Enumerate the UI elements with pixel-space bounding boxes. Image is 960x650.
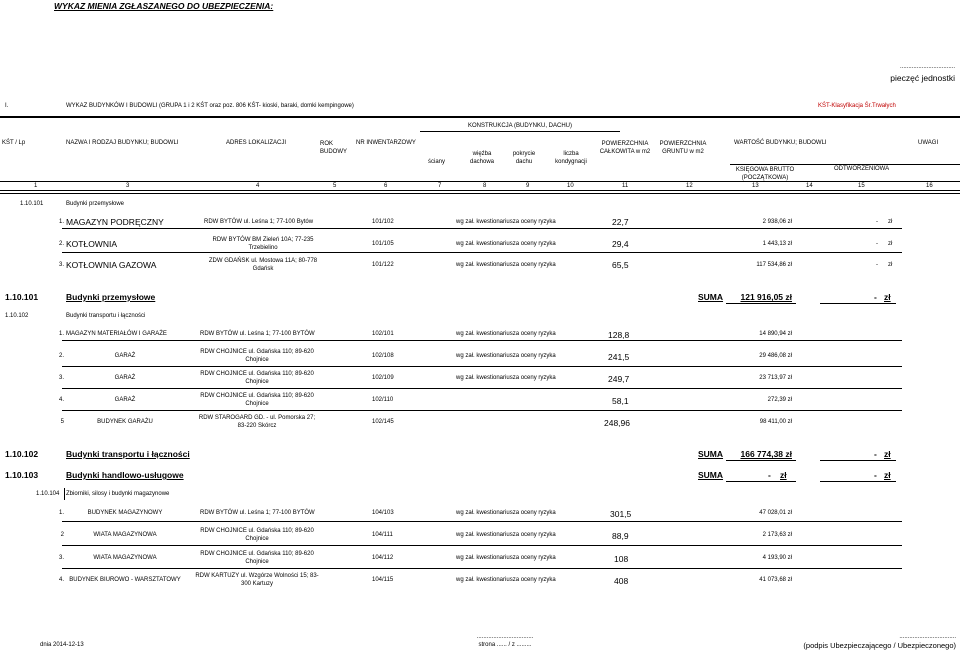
row-address: RDW BYTÓW ul. Leśna 1; 77-100 BYTÓW: [200, 510, 315, 516]
row-replacement-unit: zł: [888, 219, 893, 225]
row-address: RDW KARTUZY ul. Wzgórze Wolności 15; 83-300 Kartuzy: [195, 573, 319, 587]
row-name: WIATA MAGAZYNOWA: [93, 532, 157, 538]
row-note: wg zał. kwestionariusza oceny ryzyka: [456, 577, 556, 583]
summary-code: 1.10.102: [5, 449, 39, 459]
row-note: wg zał. kwestionariusza oceny ryzyka: [456, 510, 556, 516]
header-pokrycie: pokrycie dachu: [512, 151, 536, 165]
row-book-value: 41 073,68 zł: [759, 577, 792, 583]
group-name: Budynki transportu i łączności: [66, 313, 146, 319]
summary-total: -: [768, 470, 771, 480]
header-wiezba: więźba dachowa: [469, 151, 495, 165]
row-lp: 1.: [58, 331, 64, 337]
row-area: 65,5: [612, 260, 629, 270]
summary-unit: zł: [884, 292, 891, 302]
row-book-value: 117 534,86 zł: [756, 262, 792, 268]
row-name: WIATA MAGAZYNOWA: [93, 555, 157, 561]
row-replacement-value: -: [876, 262, 878, 268]
summary-name: Budynki handlowo-usługowe: [66, 470, 184, 480]
col-number: 5: [333, 183, 337, 189]
header-pow-calkowita: POWIERZCHNIA CAŁKOWITA w m2: [599, 141, 651, 155]
group-code: 1.10.102: [5, 313, 29, 319]
col-number: 13: [752, 183, 759, 189]
summary-total: 166 774,38 zł: [740, 449, 792, 459]
row-note: wg zał. kwestionariusza oceny ryzyka: [456, 331, 556, 337]
row-address: RDW BYTÓW ul. Leśna 1; 77-100 BYTÓW: [200, 331, 315, 337]
col-number: 12: [686, 183, 693, 189]
summary-code: 1.10.101: [5, 292, 39, 302]
header-liczba: liczba kondygnacji: [555, 151, 587, 165]
konstrukcja-divider: [420, 131, 620, 132]
summary-label: SUMA: [698, 292, 724, 302]
row-inventory-number: 104/111: [372, 532, 393, 538]
row-book-value: 2 173,63 zł: [762, 532, 792, 538]
section-name: WYKAZ BUDYNKÓW I BUDOWLI (GRUPA 1 i 2 KŚT oraz poz. 806 KŚT- kioski, baraki, domki kempingowe): [66, 103, 354, 109]
row-inventory-number: 102/110: [372, 397, 394, 403]
row-replacement-unit: zł: [888, 241, 893, 247]
classification-label: KŚT-Klasyfikacja Śr.Trwałych: [818, 103, 896, 109]
row-replacement-unit: zł: [888, 262, 893, 268]
row-name: BUDYNEK GARAŻU: [97, 419, 153, 425]
row-address: ZDW GDAŃSK ul. Mostowa 11A; 80-778 Gdańsk: [208, 258, 318, 272]
row-note: wg zał. kwestionariusza oceny ryzyka: [456, 353, 556, 359]
row-book-value: 23 713,97 zł: [759, 375, 792, 381]
col-number: 11: [622, 183, 629, 189]
col-number: 10: [567, 183, 574, 189]
header-adres: ADRES LOKALIZACJI: [226, 140, 287, 146]
row-note: wg zał. kwestionariusza oceny ryzyka: [456, 262, 556, 268]
header-ksiegowa: KSIĘGOWA BRUTTO (POCZĄTKOWA): [735, 167, 795, 181]
row-replacement-value: -: [876, 219, 878, 225]
row-name: KOTŁOWNIA GAZOWA: [66, 260, 157, 270]
row-area: 128,8: [608, 330, 630, 340]
footer-sign-dots: ..................................: [899, 634, 956, 640]
row-lp: 3.: [58, 262, 64, 268]
header-odtworzeniowa: ODTWORZENIOWA: [834, 166, 890, 172]
summary-code: 1.10.103: [5, 470, 39, 480]
summary-label: SUMA: [698, 449, 724, 459]
row-address: RDW CHOJNICE ul. Gdańska 110; 89-620 Chojnice: [200, 349, 314, 363]
header-rok: ROK BUDOWY: [320, 141, 347, 155]
row-inventory-number: 101/102: [372, 219, 394, 225]
col-number: 8: [483, 183, 487, 189]
row-area: 22,7: [612, 217, 629, 227]
row-lp: 4.: [58, 577, 64, 583]
group-name: Zbiorniki, silosy i budynki magazynowe: [66, 491, 170, 497]
row-book-value: 98 411,00 zł: [759, 419, 792, 425]
col-number: 7: [438, 183, 442, 189]
summary-unit: zł: [884, 470, 891, 480]
row-inventory-number: 104/112: [372, 555, 394, 561]
summary-unit: zł: [884, 449, 891, 459]
row-book-value: 1 443,13 zł: [762, 241, 792, 247]
row-inventory-number: 102/101: [372, 331, 394, 337]
konstrukcja-header: KONSTRUKCJA (BUDYNKU, DACHU): [467, 123, 572, 129]
summary-total-unit: zł: [780, 470, 787, 480]
row-area: 241,5: [608, 352, 630, 362]
header-nr: NR INWENTARZOWY: [356, 140, 416, 146]
row-lp: 5: [60, 419, 64, 425]
header-nazwa: NAZWA I RODZAJ BUDYNKU; BUDOWLI: [66, 140, 179, 146]
row-address: RDW BYTÓW BM Zieleń 10A; 77-235 Trzebielino: [212, 237, 314, 251]
row-name: GARAŻ: [114, 353, 136, 359]
row-lp: 4.: [58, 397, 64, 403]
row-name: MAGAZYN PODRĘCZNY: [66, 217, 164, 227]
row-lp: 1.: [58, 510, 64, 516]
row-note: wg zał. kwestionariusza oceny ryzyka: [456, 375, 556, 381]
footer-page-dots: ..................................: [476, 634, 534, 640]
stamp-dots: .................................: [899, 64, 955, 70]
row-book-value: 14 890,94 zł: [759, 331, 792, 337]
col-number: 6: [384, 183, 388, 189]
row-lp: 3.: [58, 375, 64, 381]
document-title: WYKAZ MIENIA ZGŁASZANEGO DO UBEZPIECZENIA:: [54, 1, 274, 11]
row-address: RDW STAROGARD GD. - ul. Pomorska 27; 83-220 Skórcz: [198, 415, 316, 429]
col-number: 15: [858, 183, 865, 189]
row-inventory-number: 102/108: [372, 353, 394, 359]
row-name: GARAŻ: [114, 375, 136, 381]
row-address: RDW CHOJNICE ul. Gdańska 110; 89-620 Chojnice: [200, 528, 314, 542]
row-address: RDW CHOJNICE ul. Gdańska 110; 89-620 Chojnice: [200, 551, 314, 565]
summary-name: Budynki przemysłowe: [66, 292, 156, 302]
row-replacement-value: -: [876, 241, 878, 247]
row-note: wg zał. kwestionariusza oceny ryzyka: [456, 555, 556, 561]
summary-total: 121 916,05 zł: [740, 292, 792, 302]
row-inventory-number: 102/145: [372, 419, 394, 425]
group-code: 1.10.101: [20, 201, 44, 207]
col-number: 1: [34, 183, 38, 189]
row-area: 408: [614, 576, 629, 586]
summary-replacement: -: [874, 470, 877, 480]
row-inventory-number: 104/103: [372, 510, 394, 516]
row-address: RDW CHOJNICE ul. Gdańska 110; 89-620 Chojnice: [200, 393, 314, 407]
row-book-value: 47 028,01 zł: [759, 510, 792, 516]
summary-label: SUMA: [698, 470, 724, 480]
summary-name: Budynki transportu i łączności: [66, 449, 190, 459]
col-number: 3: [126, 183, 130, 189]
row-name: BUDYNEK BIUROWO - WARSZTATOWY: [69, 577, 181, 583]
row-address: RDW BYTÓW ul. Leśna 1; 77-100 Bytów: [204, 219, 314, 225]
col-number: 4: [256, 183, 260, 189]
footer-date: dnia 2014-12-13: [40, 642, 84, 648]
col-number: 16: [926, 183, 933, 189]
header-uwagi: UWAGI: [918, 140, 939, 146]
row-book-value: 2 938,06 zł: [762, 219, 792, 225]
row-note: wg zał. kwestionariusza oceny ryzyka: [456, 532, 556, 538]
row-name: KOTŁOWNIA: [66, 239, 118, 249]
row-name: GARAŻ: [114, 397, 136, 403]
summary-replacement: -: [874, 449, 877, 459]
row-note: wg zał. kwestionariusza oceny ryzyka: [456, 241, 556, 247]
footer-page-label: strona ...... / z .........: [478, 642, 532, 648]
row-area: 248,96: [604, 418, 630, 428]
row-area: 301,5: [610, 509, 632, 519]
row-area: 249,7: [608, 374, 630, 384]
row-lp: 2.: [58, 241, 64, 247]
row-area: 88,9: [612, 531, 629, 541]
header-pow-gruntu: POWIERZCHNIA GRUNTU w m2: [659, 141, 707, 155]
row-name: BUDYNEK MAGAZYNOWY: [87, 510, 163, 516]
summary-replacement: -: [874, 292, 877, 302]
row-lp: 3.: [58, 555, 64, 561]
row-inventory-number: 101/122: [372, 262, 394, 268]
row-area: 29,4: [612, 239, 629, 249]
row-area: 58,1: [612, 396, 629, 406]
row-inventory-number: 102/109: [372, 375, 394, 381]
header-wartosc: WARTOŚĆ BUDYNKU; BUDOWLI: [734, 140, 827, 146]
row-inventory-number: 101/105: [372, 241, 394, 247]
col-number: 14: [806, 183, 813, 189]
section-roman: I.: [5, 103, 9, 109]
row-lp: 2: [60, 532, 64, 538]
row-area: 108: [614, 554, 629, 564]
row-note: wg zał. kwestionariusza oceny ryzyka: [456, 219, 556, 225]
col-number: 9: [526, 183, 530, 189]
row-book-value: 4 193,90 zł: [762, 555, 792, 561]
row-lp: 1.: [58, 219, 64, 225]
row-lp: 2.: [58, 353, 64, 359]
header-sciany: ściany: [428, 159, 446, 165]
group-name: Budynki przemysłowe: [66, 201, 125, 207]
header-kst: KŚT / Lp: [2, 140, 26, 146]
row-name: MAGAZYN MATERIAŁÓW I GARAŻE: [66, 331, 167, 337]
footer-sign-label: (podpis Ubezpieczającego / Ubezpieczonego): [803, 641, 956, 650]
row-book-value: 272,39 zł: [767, 397, 792, 403]
row-address: RDW CHOJNICE ul. Gdańska 110; 89-620 Chojnice: [200, 371, 314, 385]
row-book-value: 29 486,08 zł: [759, 353, 792, 359]
group-code: 1.10.104: [36, 491, 60, 497]
stamp-label: pieczęć jednostki: [890, 73, 955, 83]
row-inventory-number: 104/115: [372, 577, 394, 583]
